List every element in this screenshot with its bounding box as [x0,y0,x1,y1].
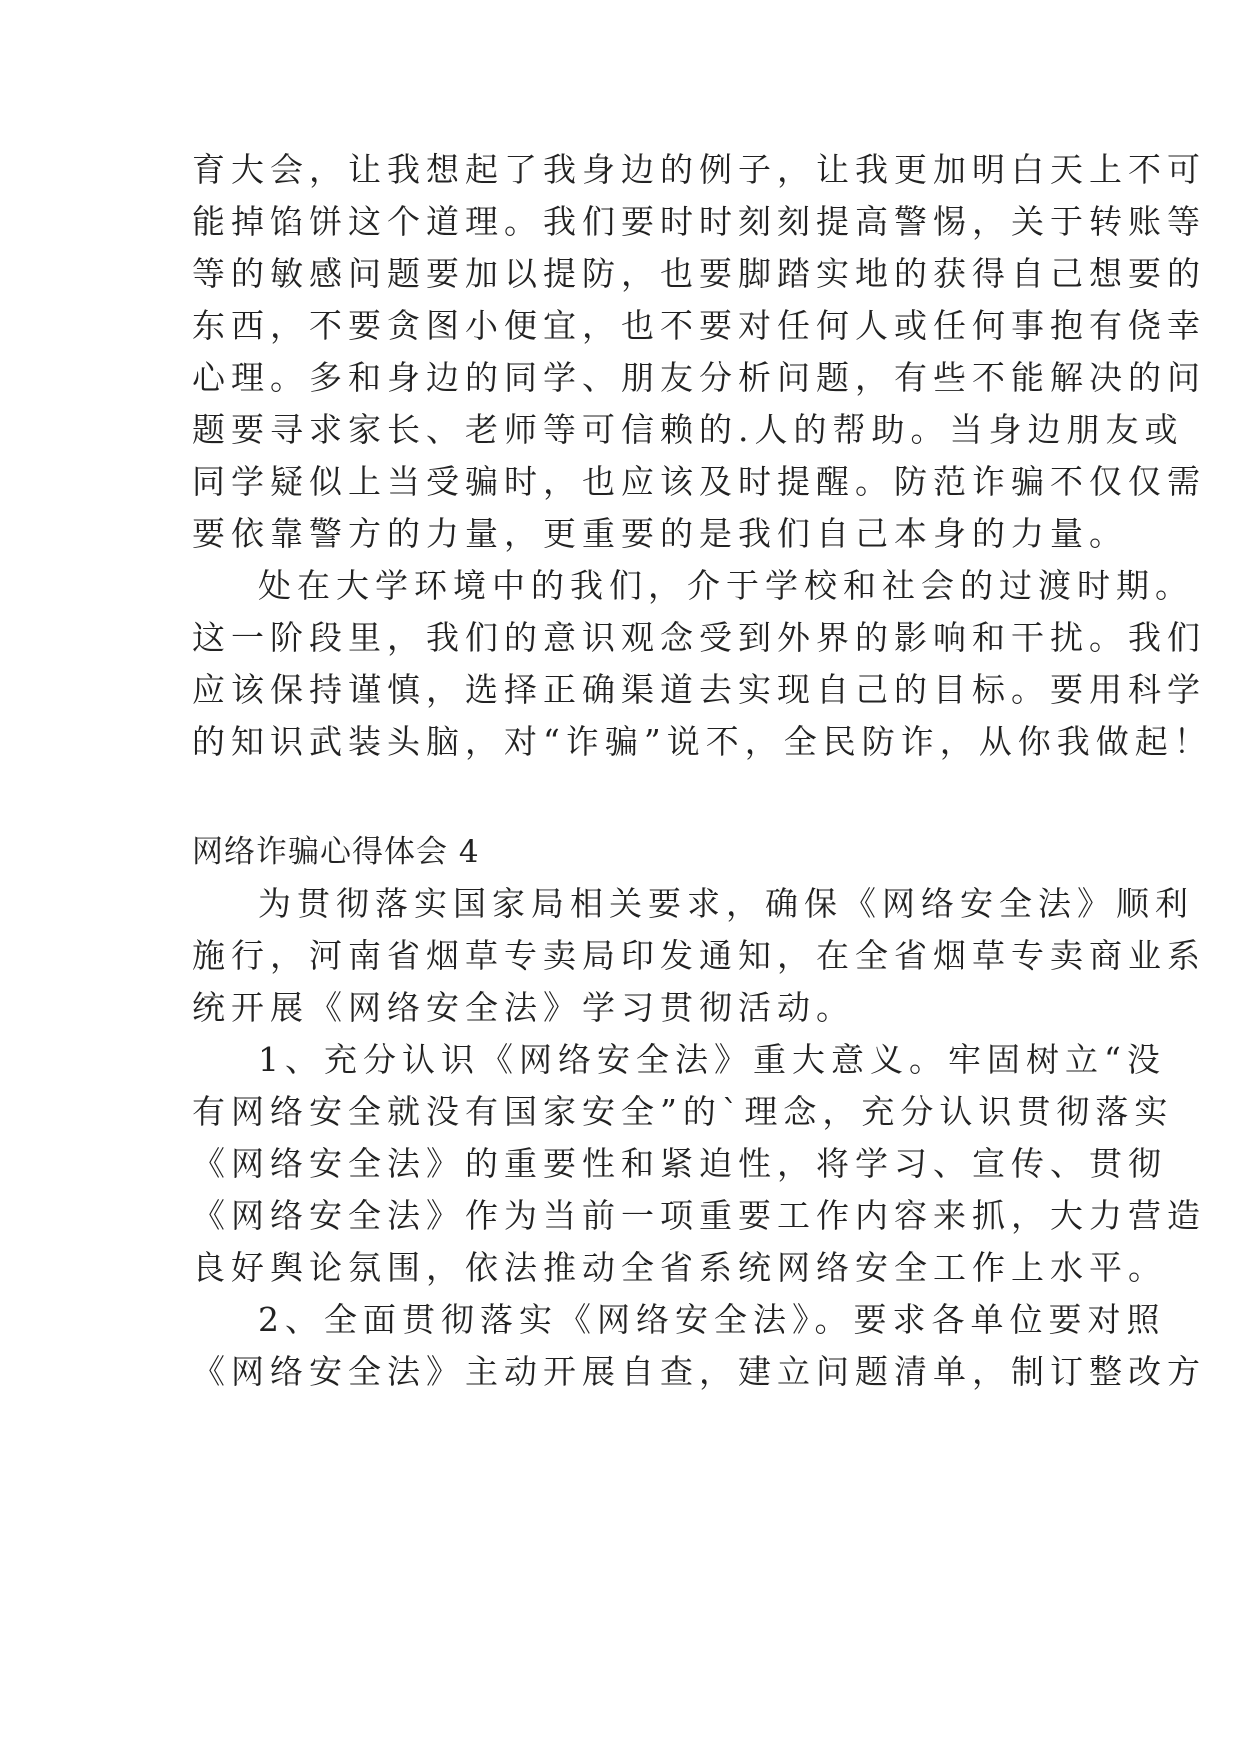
text-line: 育大会，让我想起了我身边的例子，让我更加明白天上不可 [192,150,1206,189]
text-line: 处在大学环境中的我们，介于学校和社会的过渡时期。 [258,566,1194,605]
text-line: 这一阶段里，我们的意识观念受到外界的影响和干扰。我们 [192,618,1206,657]
text-line: 2、全面贯彻落实《网络安全法》。要求各单位要对照 [258,1300,1166,1339]
text-line: 应该保持谨慎，选择正确渠道去实现自己的目标。要用科学 [192,670,1206,709]
text-line: 施行，河南省烟草专卖局印发通知，在全省烟草专卖商业系 [192,936,1206,975]
text-line: 《网络安全法》的重要性和紧迫性，将学习、宣传、贯彻 [192,1144,1167,1183]
text-line: 1、充分认识《网络安全法》重大意义。牢固树立“没 [258,1040,1166,1079]
text-line: 良好舆论氛围，依法推动全省系统网络安全工作上水平。 [192,1248,1167,1287]
text-line: 《网络安全法》主动开展自查，建立问题清单，制订整改方 [192,1352,1206,1391]
text-line: 为贯彻落实国家局相关要求，确保《网络安全法》顺利 [258,884,1194,923]
text-line: 东西，不要贪图小便宜，也不要对任何人或任何事抱有侥幸 [192,306,1206,345]
text-line: 的知识武装头脑，对“诈骗”说不，全民防诈，从你我做起！ [192,722,1213,761]
text-line: 同学疑似上当受骗时，也应该及时提醒。防范诈骗不仅仅需 [192,462,1206,501]
text-line: 能掉馅饼这个道理。我们要时时刻刻提高警惕，关于转账等 [192,202,1206,241]
text-line: 心理。多和身边的同学、朋友分析问题，有些不能解决的问 [192,358,1206,397]
text-line: 《网络安全法》作为当前一项重要工作内容来抓，大力营造 [192,1196,1206,1235]
text-line: 有网络安全就没有国家安全”的`理念，充分认识贯彻落实 [192,1092,1174,1131]
text-line: 统开展《网络安全法》学习贯彻活动。 [192,988,855,1027]
section-heading: 网络诈骗心得体会 4 [192,834,480,870]
text-line: 要依靠警方的力量，更重要的是我们自己本身的力量。 [192,514,1128,553]
text-line: 题要寻求家长、老师等可信赖的.人的帮助。当身边朋友或 [192,410,1184,449]
text-line: 等的敏感问题要加以提防，也要脚踏实地的获得自己想要的 [192,254,1206,293]
